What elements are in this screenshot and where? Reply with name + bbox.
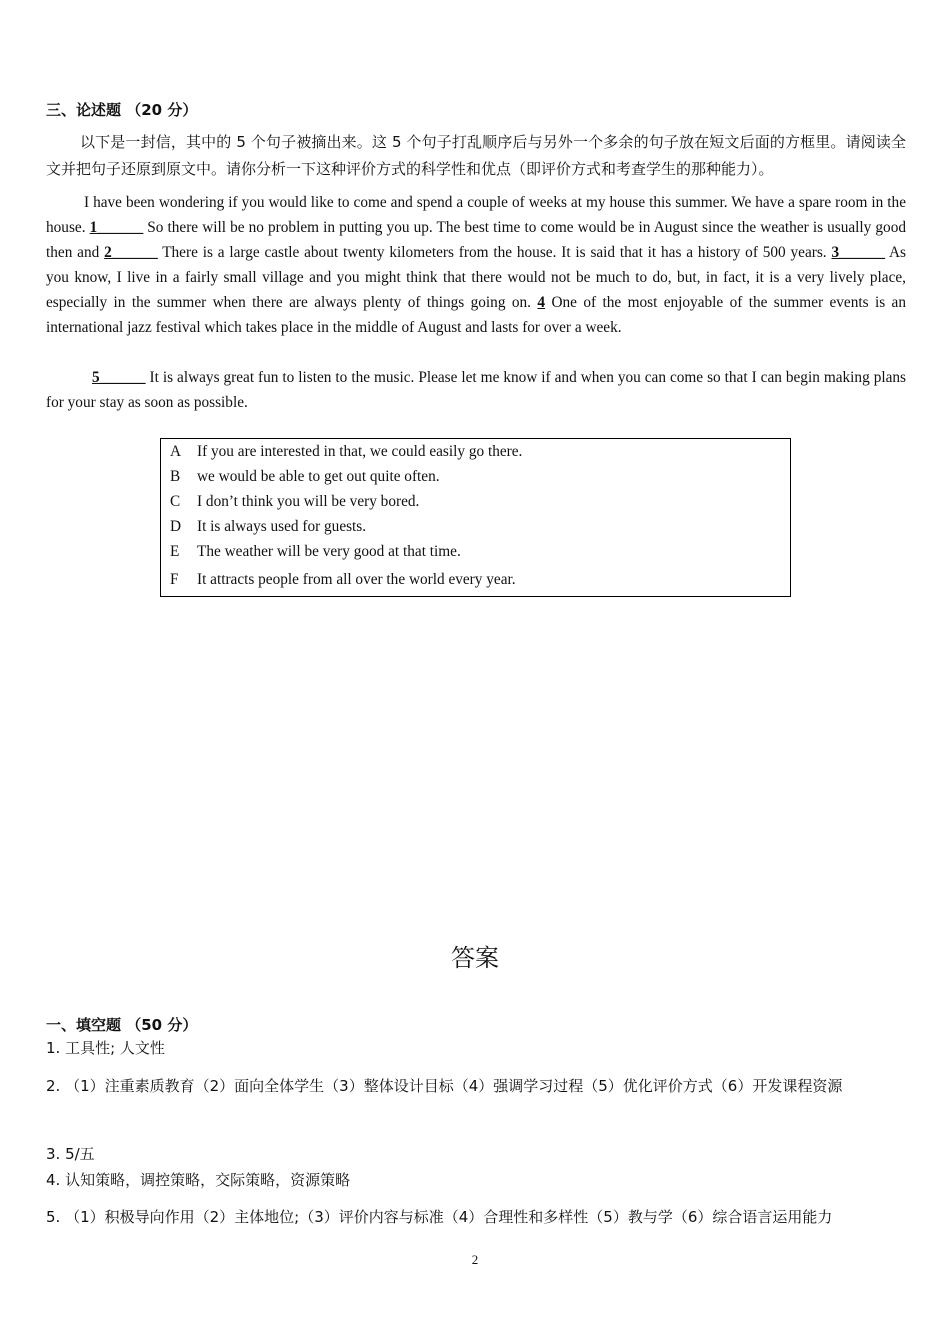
blank-3: 3______ <box>831 244 886 261</box>
option-text: The weather will be very good at that time. <box>197 543 461 560</box>
option-letter: F <box>170 571 179 588</box>
answer-title: 答案 <box>451 944 499 972</box>
letter-text: There is a large castle about twenty kilometers from the house. It is said that it has a history of 500 years. <box>157 244 832 261</box>
option-text: If you are interested in that, we could easily go there. <box>197 443 523 460</box>
letter-paragraph-1 <box>46 190 906 340</box>
letter-text: As you know, I live in a fairly small village and you might think that there would not be much to do, but, in fact, it is a very lively place, especially in the summer when there are always plenty of things going on. <box>46 244 907 311</box>
blank-1: 1______ <box>89 219 144 236</box>
option-letter: D <box>170 518 182 535</box>
blank-2: 2______ <box>104 244 158 261</box>
option-letter: C <box>170 493 181 510</box>
section3-instruction: 以下是一封信，其中的 5 个句子被摘出来。这 5 个句子打乱顺序后与另外一个多余的句子放在短文后面的方框里。请阅读全文并把句子还原到原文中。请你分析一下这种评价方式的科学性和优点（即评价方式和考查学生的那种能力）。 <box>46 133 906 178</box>
answer-line-2: 2. （1）注重素质教育（2）面向全体学生（3）整体设计目标（4）强调学习过程（5）优化评价方式（6）开发课程资源 <box>46 1077 843 1095</box>
option-text: I don’t think you will be very bored. <box>197 493 420 510</box>
letter-text: So there will be no problem in putting you up. The best time to come would be in August since the weather is usually good then and <box>46 219 907 261</box>
answer-line-1: 1. 工具性; 人文性 <box>46 1039 165 1057</box>
option-d <box>170 518 366 536</box>
option-b <box>170 468 440 486</box>
blank-4: 4 <box>537 294 546 311</box>
letter-paragraph-2 <box>46 365 906 415</box>
section1-heading: 一、填空题 （50 分） <box>46 1016 198 1034</box>
section3-heading: 三、论述题 （20 分） <box>46 101 198 119</box>
option-letter: E <box>170 543 180 560</box>
option-f <box>170 571 516 589</box>
option-text: It is always used for guests. <box>197 518 367 535</box>
option-text: we would be able to get out quite often. <box>197 468 440 485</box>
letter-text: I have been wondering if you would like to come and spend a couple of weeks at my house this summer. We have a spare room in the house. <box>46 194 906 236</box>
option-a <box>170 443 522 461</box>
option-c <box>170 493 419 511</box>
letter-text: One of the most enjoyable of the summer events is an international jazz festival which takes place in the middle of August and lasts for over a week. <box>46 294 906 336</box>
option-letter: A <box>170 443 182 460</box>
answer-line-3: 3. 5/五 <box>46 1145 95 1163</box>
option-text: It attracts people from all over the world every year. <box>197 571 516 588</box>
option-e <box>170 543 461 561</box>
answer-line-4: 4. 认知策略，调控策略，交际策略，资源策略 <box>46 1171 351 1189</box>
option-letter: B <box>170 468 181 485</box>
answer-line-5: 5. （1）积极导向作用（2）主体地位;（3）评价内容与标准（4）合理性和多样性（5）教与学（6）综合语言运用能力 <box>46 1208 833 1226</box>
page-number: 2 <box>471 1252 479 1267</box>
options-box <box>160 438 791 597</box>
blank-5: 5______ <box>92 369 146 386</box>
letter-text: It is always great fun to listen to the music. Please let me know if and when you can come so that I can begin making plans for your stay as soon as possible. <box>46 369 906 411</box>
